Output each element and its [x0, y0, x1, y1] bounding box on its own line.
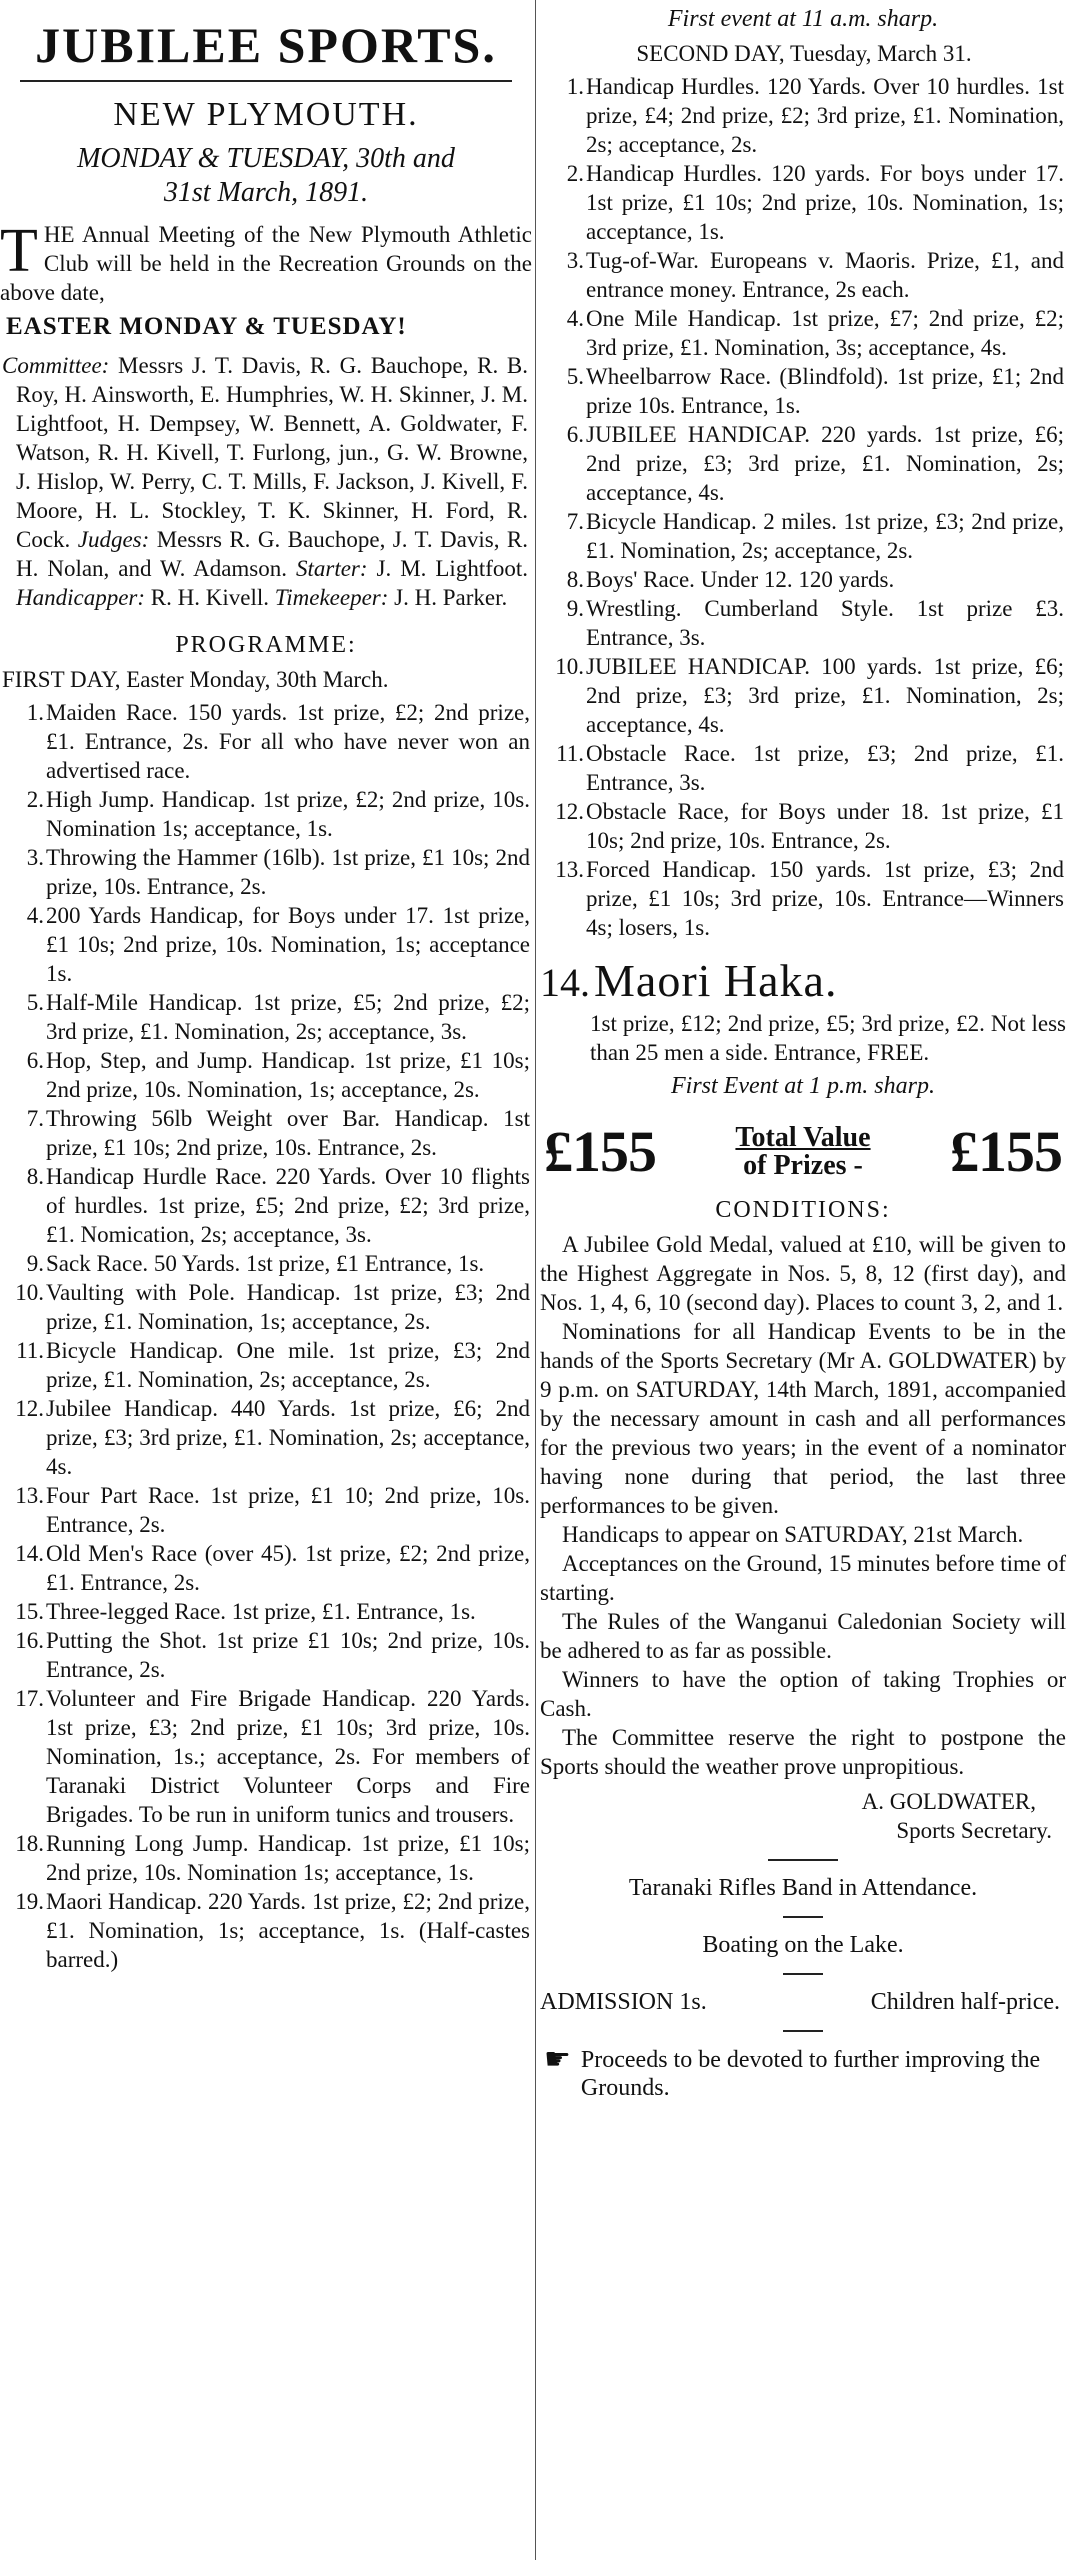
event-number: 3.	[26, 845, 44, 870]
starter-label: Starter:	[295, 556, 368, 581]
event-item	[0, 1829, 530, 1887]
event-item	[540, 304, 1064, 362]
event-text: Boys' Race. Under 12. 120 yards.	[586, 567, 895, 592]
location-heading: NEW PLYMOUTH.	[113, 96, 419, 133]
first-day-event-list	[0, 698, 532, 1974]
event-number: 10.	[15, 1280, 44, 1305]
event-item	[0, 1162, 530, 1249]
pointing-hand-icon: ☛	[544, 2043, 571, 2076]
event-number: 14.	[15, 1541, 44, 1566]
starter-name: J. M. Lightfoot.	[376, 556, 529, 581]
signature-name: A. GOLDWATER,	[861, 1789, 1036, 1814]
event-item	[0, 1887, 530, 1974]
event-text: Tug-of-War. Europeans v. Maoris. Prize, £1, and entrance money. Entrance, 2s each.	[586, 248, 1064, 302]
committee-label: Committee:	[2, 353, 110, 378]
timekeeper-name: J. H. Parker.	[394, 585, 508, 610]
committee-block	[2, 351, 529, 612]
dates-heading	[0, 142, 532, 210]
event-item	[0, 901, 530, 988]
event-number: 6.	[26, 1048, 44, 1073]
condition-paragraph: Nominations for all Handicap Events to be in the hands of the Sports Secretary (Mr A. GOLDWATER) by 9 p.m. on SATURDAY, 14th March, 1891, accompanied by the necessary amount in cash and all performances for the previous two years; in the event of a nominator having none during that period, the last three performances to be given.	[540, 1319, 1066, 1518]
left-column	[0, 0, 532, 1974]
event-text: Handicap Hurdles. 120 yards. For boys under 17. 1st prize, £1 10s; 2nd prize, 10s. Nomination, 1s; acceptance, 1s.	[586, 161, 1064, 244]
column-divider	[535, 0, 536, 2560]
first-day-heading: FIRST DAY, Easter Monday, 30th March.	[2, 667, 389, 692]
event-number: 7.	[566, 509, 584, 534]
proceeds-notice	[544, 2043, 1062, 2102]
title-rule	[20, 80, 512, 82]
event-number: 11.	[556, 741, 584, 766]
event-text: Vaulting with Pole. Handicap. 1st prize, £3; 2nd prize, £1. Nomination, 1s; acceptance, 2s.	[46, 1280, 530, 1334]
event-number: 1.	[26, 700, 44, 725]
event-item	[0, 785, 530, 843]
first-event-am: First event at 11 a.m. sharp.	[667, 6, 939, 32]
conditions-heading: CONDITIONS:	[715, 1197, 891, 1223]
judges-names: Messrs R. G. Bauchope, J. T. Davis, R. H. Nolan, and W. Adamson.	[16, 527, 528, 581]
event-text: 200 Yards Handicap, for Boys under 17. 1st prize, £1 10s; 2nd prize, 10s. Nomination, 1s; acceptance 1s.	[46, 903, 530, 986]
event-number: 9.	[26, 1251, 44, 1276]
handicapper-name: R. H. Kivell.	[150, 585, 269, 610]
easter-heading: EASTER MONDAY & TUESDAY!	[6, 313, 407, 340]
event-number: 2.	[566, 161, 584, 186]
event-number: 4.	[26, 903, 44, 928]
event-text: Throwing 56lb Weight over Bar. Handicap. 1st prize, £1 10s; 2nd prize, 10s. Entrance, 2s.	[46, 1106, 530, 1160]
event-text: JUBILEE HANDICAP. 100 yards. 1st prize, £6; 2nd prize, £3; 3rd prize, £1. Nomination, 2s; acceptance, 4s.	[586, 654, 1064, 737]
total-label-line-1: Total Value	[735, 1121, 871, 1153]
event-text: Sack Race. 50 Yards. 1st prize, £1 Entrance, 1s.	[46, 1251, 485, 1276]
timekeeper-label: Timekeeper:	[274, 585, 389, 610]
event-item	[0, 1046, 530, 1104]
dates-line-1: MONDAY & TUESDAY, 30th and	[77, 143, 455, 174]
condition-paragraph: Acceptances on the Ground, 15 minutes before time of starting.	[540, 1551, 1066, 1605]
event-text: Half-Mile Handicap. 1st prize, £5; 2nd prize, £2; 3rd prize, £1. Nomination, 2s; acceptance, 3s.	[46, 990, 530, 1044]
event-item	[0, 1278, 530, 1336]
event-item	[0, 1394, 530, 1481]
event-number: 8.	[26, 1164, 44, 1189]
event-number: 10.	[555, 654, 584, 679]
event-item	[540, 246, 1064, 304]
event-text: Bicycle Handicap. One mile. 1st prize, £3; 2nd prize, £1. Nomination, 2s; acceptance, 2s.	[46, 1338, 530, 1392]
intro-paragraph	[0, 217, 532, 307]
event-number: 11.	[16, 1338, 44, 1363]
event-item	[0, 1539, 530, 1597]
total-amount-left: £155	[544, 1119, 656, 1184]
second-day-event-list	[540, 72, 1066, 942]
event-item	[0, 698, 530, 785]
event-item	[540, 652, 1064, 739]
event-text: Wheelbarrow Race. (Blindfold). 1st prize, £1; 2nd prize 10s. Entrance, 1s.	[586, 364, 1064, 418]
event-text: Bicycle Handicap. 2 miles. 1st prize, £3; 2nd prize, £1. Nomination, 2s; acceptance, 2s.	[586, 509, 1064, 563]
event-number: 19.	[15, 1889, 44, 1914]
event-number: 12.	[15, 1396, 44, 1421]
event-text: JUBILEE HANDICAP. 220 yards. 1st prize, £6; 2nd prize, £3; 3rd prize, £1. Nomination, 2s; acceptance, 4s.	[586, 422, 1064, 505]
event-text: Putting the Shot. 1st prize £1 10s; 2nd prize, 10s. Entrance, 2s.	[46, 1628, 530, 1682]
band-notice: Taranaki Rifles Band in Attendance.	[628, 1875, 978, 1901]
event-item	[0, 1626, 530, 1684]
event-text: Maiden Race. 150 yards. 1st prize, £2; 2nd prize, £1. Entrance, 2s. For all who have never won an advertised race.	[46, 700, 530, 783]
total-prizes-banner	[544, 1118, 1062, 1185]
admission-line	[540, 1989, 1060, 2016]
event-number: 4.	[566, 306, 584, 331]
divider-rule-small-3	[783, 2030, 823, 2032]
event-item	[0, 1597, 530, 1626]
ad-title: JUBILEE SPORTS.	[35, 17, 497, 73]
haka-details: 1st prize, £12; 2nd prize, £5; 3rd prize, £2. Not less than 25 men a side. Entrance, FREE.	[590, 1011, 1066, 1065]
event-number: 6.	[566, 422, 584, 447]
conditions-list	[540, 1230, 1066, 1781]
programme-heading: PROGRAMME:	[175, 632, 357, 658]
haka-event	[540, 954, 1066, 1007]
event-text: Old Men's Race (over 45). 1st prize, £2; 2nd prize, £1. Entrance, 2s.	[46, 1541, 530, 1595]
event-item	[540, 72, 1064, 159]
divider-rule-small	[783, 1916, 823, 1918]
event-text: Three-legged Race. 1st prize, £1. Entrance, 1s.	[46, 1599, 476, 1624]
event-number: 8.	[566, 567, 584, 592]
event-text: Wrestling. Cumberland Style. 1st prize £3. Entrance, 3s.	[586, 596, 1064, 650]
event-number: 17.	[15, 1686, 44, 1711]
event-item	[540, 855, 1064, 942]
event-item	[540, 594, 1064, 652]
event-text: Handicap Hurdle Race. 220 Yards. Over 10 flights of hurdles. 1st prize, £5; 2nd prize, £2; 3rd prize, £1. Nomication, 2s; acceptance, 3s.	[46, 1164, 530, 1247]
committee-members: Messrs J. T. Davis, R. G. Bauchope, R. B. Roy, H. Ainsworth, E. Humphries, W. H. Skinner, J. M. Lightfoot, H. Dempsey, W. Bennett, A. Goldwater, F. Watson, R. H. Kivell, T. Furlong, jun., G. W. Browne, J. Hislop, W. Perry, C. T. Mills, F. Jackson, J. Kivell, F. Moore, H. L. Stockley, T. K. Skinner, H. Ford, R. Cock.	[16, 353, 529, 552]
event-number: 13.	[15, 1483, 44, 1508]
drop-cap: T	[0, 217, 38, 285]
event-text: Obstacle Race. 1st prize, £3; 2nd prize, £1. Entrance, 3s.	[586, 741, 1064, 795]
event-item	[540, 565, 1064, 594]
haka-number: 14.	[540, 960, 590, 1005]
event-text: One Mile Handicap. 1st prize, £7; 2nd prize, £2; 3rd prize, £1. Nomination, 3s; acceptance, 4s.	[586, 306, 1064, 360]
divider-rule-small-2	[783, 1973, 823, 1975]
condition-paragraph: A Jubilee Gold Medal, valued at £10, will be given to the Highest Aggregate in Nos. 5, 8, 12 (first day), and Nos. 1, 4, 6, 10 (second day). Places to count 3, 2, and 1.	[540, 1232, 1066, 1315]
event-item	[540, 739, 1064, 797]
event-number: 18.	[15, 1831, 44, 1856]
event-text: Maori Handicap. 220 Yards. 1st prize, £2; 2nd prize, £1. Nomination, 1s; acceptance, 1s. (Half-castes barred.)	[46, 1889, 530, 1972]
children-price: Children half-price.	[870, 1989, 1060, 2015]
handicapper-label: Handicapper:	[16, 585, 146, 610]
event-item	[0, 1481, 530, 1539]
event-number: 12.	[555, 799, 584, 824]
judges-label: Judges:	[77, 527, 150, 552]
total-amount-right: £155	[949, 1119, 1062, 1184]
event-item	[540, 507, 1064, 565]
event-text: Forced Handicap. 150 yards. 1st prize, £3; 2nd prize, £1 10s; 3rd prize, 10s. Entrance—Winners 4s; losers, 1s.	[586, 857, 1064, 940]
event-number: 7.	[26, 1106, 44, 1131]
event-number: 2.	[26, 787, 44, 812]
boating-notice: Boating on the Lake.	[702, 1932, 904, 1958]
intro-text: HE Annual Meeting of the New Plymouth Athletic Club will be held in the Recreation Grounds on the above date,	[0, 222, 532, 305]
event-text: Volunteer and Fire Brigade Handicap. 220 Yards. 1st prize, £3; 2nd prize, £1 10s; 3rd prize, 10s. Nomination, 1s.; acceptance, 2s. For members of Taranaki District Volunteer Corps and Fire Brigades. To be run in uniform tunics and trousers.	[46, 1686, 530, 1827]
event-item	[0, 1684, 530, 1829]
signature-title: Sports Secretary.	[896, 1818, 1052, 1843]
event-item	[0, 1336, 530, 1394]
event-text: High Jump. Handicap. 1st prize, £2; 2nd prize, 10s. Nomination 1s; acceptance, 1s.	[46, 787, 530, 841]
condition-paragraph: Winners to have the option of taking Trophies or Cash.	[540, 1667, 1066, 1721]
event-item	[540, 797, 1064, 855]
condition-paragraph: Handicaps to appear on SATURDAY, 21st March.	[562, 1522, 1024, 1547]
event-text: Four Part Race. 1st prize, £1 10; 2nd prize, 10s. Entrance, 2s.	[46, 1483, 530, 1537]
event-number: 9.	[566, 596, 584, 621]
condition-paragraph: The Rules of the Wanganui Caledonian Society will be adhered to as far as possible.	[540, 1609, 1066, 1663]
event-number: 3.	[566, 248, 584, 273]
proceeds-text: Proceeds to be devoted to further improving the Grounds.	[580, 2047, 1041, 2101]
event-number: 13.	[555, 857, 584, 882]
event-text: Handicap Hurdles. 120 Yards. Over 10 hurdles. 1st prize, £4; 2nd prize, £2; 3rd prize, £1. Nomination, 2s; acceptance, 2s.	[586, 74, 1064, 157]
event-number: 15.	[15, 1599, 44, 1624]
total-label	[735, 1121, 871, 1181]
event-item	[540, 362, 1064, 420]
event-number: 5.	[26, 990, 44, 1015]
admission-price: ADMISSION 1s.	[540, 1989, 707, 2015]
divider-rule	[768, 1859, 838, 1861]
event-item	[540, 420, 1064, 507]
event-text: Jubilee Handicap. 440 Yards. 1st prize, £6; 2nd prize, £3; 3rd prize, £1. Nomination, 2s; acceptance, 4s.	[46, 1396, 530, 1479]
haka-title: Maori Haka.	[594, 955, 838, 1006]
event-text: Throwing the Hammer (16lb). 1st prize, £1 10s; 2nd prize, 10s. Entrance, 2s.	[46, 845, 530, 899]
dates-line-2: 31st March, 1891.	[163, 177, 369, 208]
event-item	[0, 1104, 530, 1162]
event-number: 16.	[15, 1628, 44, 1653]
total-label-line-2: of Prizes -	[743, 1149, 863, 1181]
condition-paragraph: The Committee reserve the right to postpone the Sports should the weather prove unpropitious.	[540, 1725, 1066, 1779]
right-column	[540, 0, 1066, 2112]
first-event-pm: First Event at 1 p.m. sharp.	[671, 1073, 935, 1099]
second-day-heading: SECOND DAY, Tuesday, March 31.	[636, 41, 972, 66]
event-number: 5.	[566, 364, 584, 389]
event-item	[0, 988, 530, 1046]
event-number: 1.	[566, 74, 584, 99]
event-item	[0, 1249, 530, 1278]
event-text: Running Long Jump. Handicap. 1st prize, £1 10s; 2nd prize, 10s. Nomination 1s; acceptance, 1s.	[46, 1831, 530, 1885]
event-text: Hop, Step, and Jump. Handicap. 1st prize, £1 10s; 2nd prize, 10s. Nomination, 1s; acceptance, 2s.	[46, 1048, 530, 1102]
event-item	[0, 843, 530, 901]
event-item	[540, 159, 1064, 246]
event-text: Obstacle Race, for Boys under 18. 1st prize, £1 10s; 2nd prize, 10s. Entrance, 2s.	[586, 799, 1064, 853]
